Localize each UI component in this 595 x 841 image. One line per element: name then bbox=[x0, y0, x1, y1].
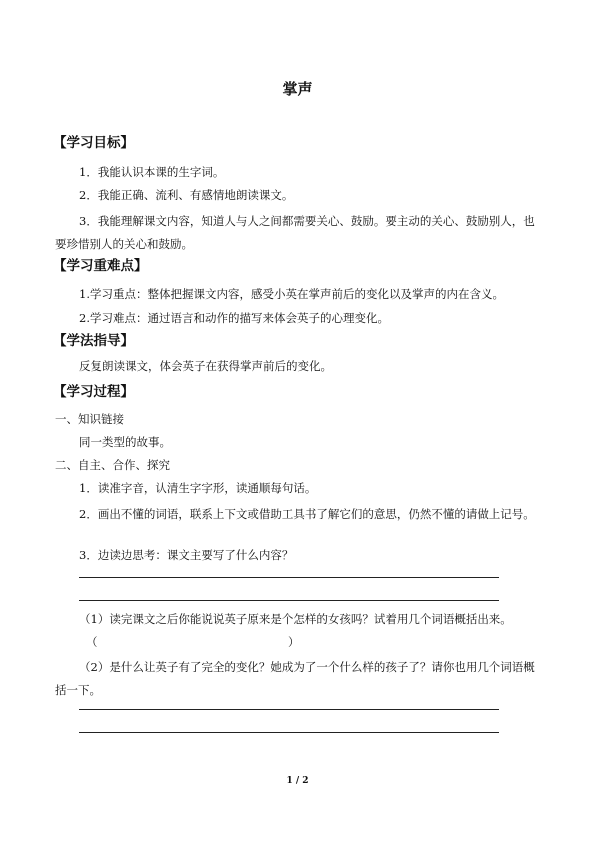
process-part1-text: 同一类型的故事。 bbox=[79, 435, 171, 449]
goal-item: 3．我能理解课文内容，知道人与人之间都需要关心、鼓励。要主动的关心、鼓励别人，也要珍惜别人的关心和鼓励。 bbox=[55, 214, 535, 251]
section-heading-goals: 【学习目标】 bbox=[53, 135, 134, 151]
section-heading-keypoints: 【学习重难点】 bbox=[53, 258, 148, 274]
answer-line[interactable] bbox=[79, 732, 499, 733]
question-2: （2）是什么让英子有了完全的变化？她成为了一个什么样的孩子了？请你也用几个词语概括一下。 bbox=[55, 660, 535, 697]
q1-open-paren: （ bbox=[86, 635, 98, 649]
process-step: 1．读准字音，认清生字字形，读通顺每句话。 bbox=[79, 481, 317, 495]
process-part2-title: 二、自主、合作、探究 bbox=[55, 458, 170, 472]
question-1: （1）读完课文之后你能说说英子原来是个怎样的女孩吗？试着用几个词语概括出来。 bbox=[79, 612, 512, 626]
answer-line[interactable] bbox=[79, 709, 499, 710]
section-heading-process: 【学习过程】 bbox=[53, 384, 134, 400]
section-heading-method: 【学法指导】 bbox=[53, 333, 134, 349]
page-title: 掌声 bbox=[282, 80, 313, 98]
page-number: 1 / 2 bbox=[286, 776, 309, 786]
goal-item: 1．我能认识本课的生字词。 bbox=[79, 165, 225, 179]
process-step: 3．边读边思考：课文主要写了什么内容？ bbox=[79, 548, 294, 562]
goal-item: 2．我能正确、流利、有感情地朗读课文。 bbox=[79, 188, 294, 202]
process-step: 2．画出不懂的词语，联系上下文或借助工具书了解它们的意思，仍然不懂的请做上记号。 bbox=[79, 507, 535, 521]
answer-line[interactable] bbox=[79, 577, 499, 578]
q1-close-paren: ） bbox=[288, 635, 300, 649]
process-part1-title: 一、知识链接 bbox=[55, 412, 124, 426]
answer-line[interactable] bbox=[79, 600, 499, 601]
keypoint-item: 2.学习难点：通过语言和动作的描写来体会英子的心理变化。 bbox=[79, 311, 389, 325]
method-text: 反复朗读课文，体会英子在获得掌声前后的变化。 bbox=[79, 359, 332, 373]
keypoint-item: 1.学习重点：整体把握课文内容，感受小英在掌声前后的变化以及掌声的内在含义。 bbox=[79, 287, 504, 301]
